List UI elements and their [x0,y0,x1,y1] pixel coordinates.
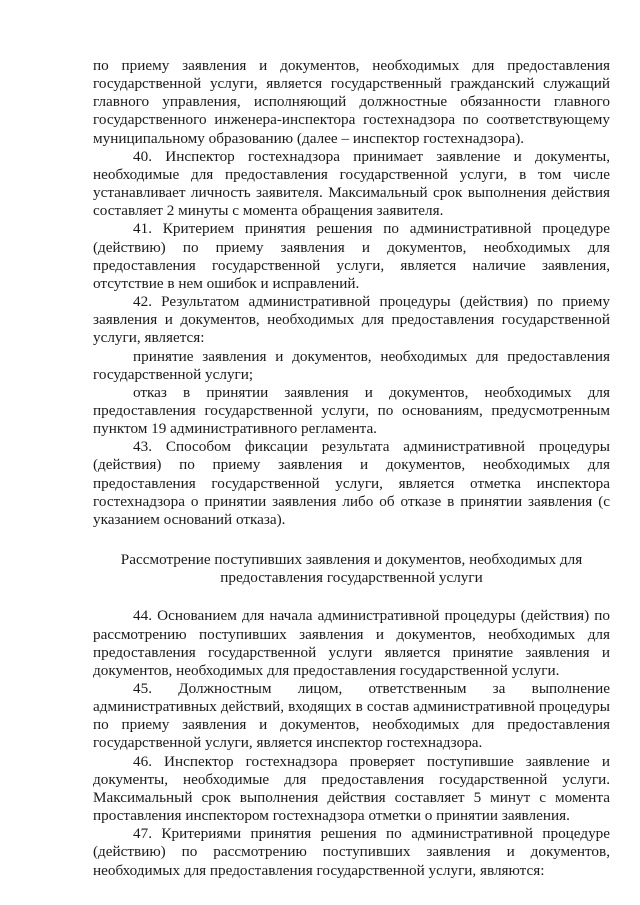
document-page [93,57,610,880]
paragraph-45: 45. Должностным лицом, ответственным за выполнение административных действий, входящих в состав административной процедуры по приему заявления и документов, необходимых для предоставления государственной услуги, является инспектор гостехнадзора. [93,680,610,752]
paragraph-40: 40. Инспектор гостехнадзора принимает заявление и документы, необходимые для предоставления государственной услуги, в том числе устанавливает личность заявителя. Максимальный срок выполнения действия составляет 2 минуты с момента обращения заявителя. [93,147,610,220]
paragraph-46: 46. Инспектор гостехнадзора проверяет поступившие заявление и документы, необходимые для предоставления государственной услуги. Максимальный срок выполнения действия составляет 5 минут с момента проставления инспектором гостехнадзора отметки о принятии заявления. [93,752,610,825]
section-heading: Рассмотрение поступивших заявления и документов, необходимых для предоставления государственной услуги [120,551,583,587]
paragraph-42: 42. Результатом административной процедуры (действия) по приему заявления и документов, необходимых для предоставления государственной услуги, является: [93,293,610,347]
paragraph-47: 47. Критериями принятия решения по административной процедуре (действию) по рассмотрению поступивших заявления и документов, необходимых для предоставления государственной услуги, являются: [93,825,610,879]
paragraph-43: 43. Способом фиксации результата административной процедуры (действия) по приему заявления и документов, необходимых для предоставления государственной услуги, является отметка инспектора гостехнадзора о принятии заявления либо об отказе в принятии заявления (с указанием оснований отказа). [93,438,610,528]
paragraph-42-item-refuse: отказ в принятии заявления и документов, необходимых для предоставления государственной услуги, по основаниям, предусмотренным пунктом 19 административного регламента. [93,383,610,438]
paragraph-41: 41. Критерием принятия решения по административной процедуре (действию) по приему заявления и документов, необходимых для предоставления государственной услуги, является наличие заявления, отсутствие в нем ошибок и исправлений. [93,220,610,292]
paragraph-continuation: по приему заявления и документов, необходимых для предоставления государственной услуги, является государственный гражданский служащий главного управления, исполняющий должностные обязанности главного государственного инженера-инспектора гостехнадзора по соответствующему муниципальному образованию (далее – инспектор гостехнадзора). [93,57,610,147]
paragraph-42-item-accept: принятие заявления и документов, необходимых для предоставления государственной услуги; [93,347,610,383]
paragraph-44: 44. Основанием для начала административной процедуры (действия) по рассмотрению поступивших заявления и документов, необходимых для предоставления государственной услуги является принятие заявления и документов, необходимых для предоставления государственной услуги. [93,607,610,679]
